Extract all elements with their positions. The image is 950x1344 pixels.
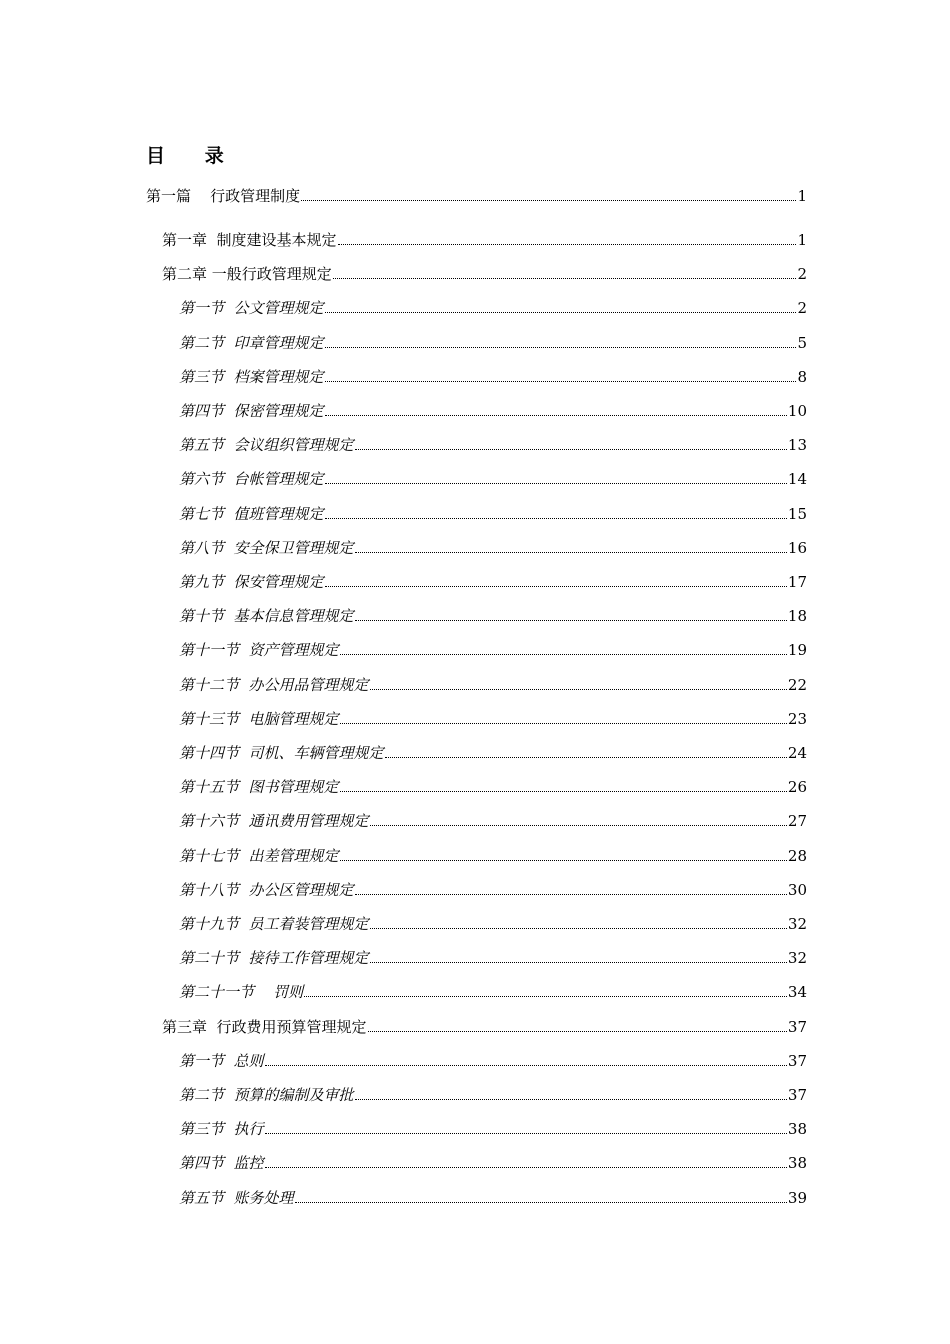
toc-entry <box>162 264 807 284</box>
toc-entry-label: 第一篇 行政管理制度 <box>146 187 301 205</box>
toc-entry-page-number: 13 <box>787 436 807 454</box>
toc-entry-page-number: 28 <box>787 847 807 865</box>
toc-entry <box>179 982 807 1002</box>
toc-entry <box>179 469 807 489</box>
toc-entry-label: 第一节 公文管理规定 <box>179 299 324 317</box>
toc-entry <box>179 846 807 866</box>
toc-entry-label: 第二十一节 罚则 <box>179 983 304 1001</box>
toc-entry-label: 第二节 预算的编制及审批 <box>179 1086 354 1104</box>
toc-entry <box>179 1085 807 1105</box>
toc-entry-label: 第十九节 员工着装管理规定 <box>179 915 369 933</box>
toc-entry <box>179 298 807 318</box>
toc-entry-page-number: 37 <box>787 1052 807 1070</box>
toc-entry-label: 第一章 制度建设基本规定 <box>162 231 337 249</box>
toc-entry-label: 第十一节 资产管理规定 <box>179 641 339 659</box>
dot-leader <box>265 1167 787 1168</box>
toc-entry-page-number: 27 <box>787 812 807 830</box>
toc-entry-page-number: 8 <box>797 368 807 386</box>
dot-leader <box>301 200 796 201</box>
dot-leader <box>333 278 797 279</box>
toc-entry-label: 第二十节 接待工作管理规定 <box>179 949 369 967</box>
dot-leader <box>355 449 787 450</box>
toc-entry <box>179 640 807 660</box>
toc-entry <box>162 1017 807 1037</box>
toc-entry-page-number: 15 <box>787 505 807 523</box>
dot-leader <box>325 586 787 587</box>
toc-entry <box>179 504 807 524</box>
toc-entry-page-number: 10 <box>787 402 807 420</box>
toc-entry-page-number: 17 <box>787 573 807 591</box>
toc-entry-page-number: 38 <box>787 1154 807 1172</box>
toc-entry-label: 第十六节 通讯费用管理规定 <box>179 812 369 830</box>
toc-entry <box>179 777 807 797</box>
dot-leader <box>368 1031 787 1032</box>
toc-entry-page-number: 38 <box>787 1120 807 1138</box>
toc-entry-page-number: 30 <box>787 881 807 899</box>
toc-entry-page-number: 18 <box>787 607 807 625</box>
toc-entry-page-number: 1 <box>797 231 807 249</box>
toc-entry <box>179 401 807 421</box>
toc-entry-page-number: 34 <box>787 983 807 1001</box>
dot-leader <box>370 825 787 826</box>
toc-entry <box>179 435 807 455</box>
toc-entry <box>179 1188 807 1208</box>
toc-entry-label: 第二节 印章管理规定 <box>179 334 324 352</box>
dot-leader <box>265 1065 787 1066</box>
toc-entry <box>179 675 807 695</box>
toc-entry-label: 第九节 保安管理规定 <box>179 573 324 591</box>
dot-leader <box>304 996 787 997</box>
toc-entry-page-number: 39 <box>787 1189 807 1207</box>
dot-leader <box>370 689 787 690</box>
toc-entry <box>179 914 807 934</box>
toc-entry <box>146 186 807 206</box>
dot-leader <box>325 347 797 348</box>
toc-entry-page-number: 5 <box>797 334 807 352</box>
toc-entry-page-number: 2 <box>797 265 807 283</box>
toc-entry <box>179 709 807 729</box>
dot-leader <box>338 244 797 245</box>
dot-leader <box>340 860 787 861</box>
dot-leader <box>385 757 787 758</box>
toc-entry-label: 第十七节 出差管理规定 <box>179 847 339 865</box>
toc-entry-label: 第四节 监控 <box>179 1154 264 1172</box>
dot-leader <box>325 312 797 313</box>
toc-entry <box>179 1119 807 1139</box>
toc-entry-label: 第五节 会议组织管理规定 <box>179 436 354 454</box>
dot-leader <box>355 620 787 621</box>
dot-leader <box>355 894 787 895</box>
dot-leader <box>370 928 787 929</box>
dot-leader <box>355 552 787 553</box>
toc-entry-label: 第三节 档案管理规定 <box>179 368 324 386</box>
toc-entry-label: 第十节 基本信息管理规定 <box>179 607 354 625</box>
toc-entry <box>179 367 807 387</box>
toc-entry-page-number: 23 <box>787 710 807 728</box>
toc-entry-page-number: 32 <box>787 915 807 933</box>
dot-leader <box>295 1202 787 1203</box>
toc-entry-page-number: 19 <box>787 641 807 659</box>
dot-leader <box>325 415 787 416</box>
toc-entry-label: 第二章 一般行政管理规定 <box>162 265 332 283</box>
toc-entry <box>179 538 807 558</box>
dot-leader <box>340 723 787 724</box>
toc-entry-page-number: 24 <box>787 744 807 762</box>
toc-entry <box>162 230 807 250</box>
toc-entry-page-number: 32 <box>787 949 807 967</box>
toc-title: 目 录 <box>146 145 224 167</box>
toc-entry-page-number: 37 <box>787 1086 807 1104</box>
toc-entry-label: 第八节 安全保卫管理规定 <box>179 539 354 557</box>
toc-entry-page-number: 14 <box>787 470 807 488</box>
dot-leader <box>340 791 787 792</box>
dot-leader <box>355 1099 787 1100</box>
toc-entry <box>179 743 807 763</box>
dot-leader <box>325 518 787 519</box>
dot-leader <box>370 962 787 963</box>
toc-entry <box>179 811 807 831</box>
toc-entry-label: 第一节 总则 <box>179 1052 264 1070</box>
toc-entry <box>179 1153 807 1173</box>
toc-entry-label: 第六节 台帐管理规定 <box>179 470 324 488</box>
toc-entry-label: 第十五节 图书管理规定 <box>179 778 339 796</box>
toc-entry <box>179 572 807 592</box>
toc-entry-page-number: 2 <box>797 299 807 317</box>
dot-leader <box>340 654 787 655</box>
toc-entry-page-number: 1 <box>797 187 807 205</box>
toc-entry-page-number: 16 <box>787 539 807 557</box>
toc-entry-label: 第四节 保密管理规定 <box>179 402 324 420</box>
toc-entry <box>179 948 807 968</box>
toc-entry-label: 第七节 值班管理规定 <box>179 505 324 523</box>
dot-leader <box>325 483 787 484</box>
dot-leader <box>325 381 797 382</box>
dot-leader <box>265 1133 787 1134</box>
toc-entry-label: 第十四节 司机、车辆管理规定 <box>179 744 384 762</box>
toc-entry <box>179 333 807 353</box>
toc-entry-label: 第十三节 电脑管理规定 <box>179 710 339 728</box>
toc-entry-label: 第三节 执行 <box>179 1120 264 1138</box>
toc-entry-label: 第十二节 办公用品管理规定 <box>179 676 369 694</box>
toc-entry-label: 第三章 行政费用预算管理规定 <box>162 1018 367 1036</box>
toc-entry <box>179 1051 807 1071</box>
toc-entry <box>179 606 807 626</box>
toc-entry-page-number: 22 <box>787 676 807 694</box>
toc-entry-label: 第十八节 办公区管理规定 <box>179 881 354 899</box>
toc-entry-label: 第五节 账务处理 <box>179 1189 294 1207</box>
toc-entry-page-number: 26 <box>787 778 807 796</box>
toc-entry <box>179 880 807 900</box>
toc-entry-page-number: 37 <box>787 1018 807 1036</box>
